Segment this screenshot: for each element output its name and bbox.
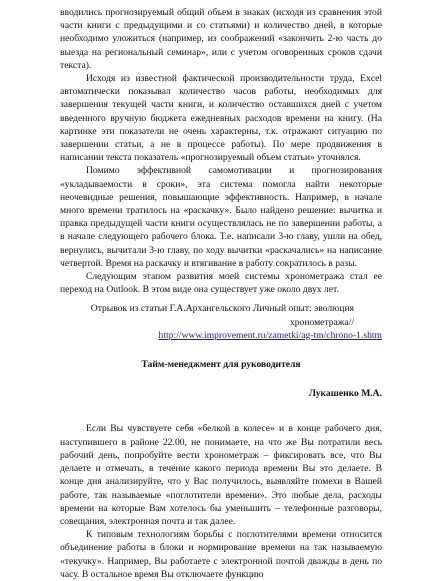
document-page [60,6,382,581]
paragraph-4: Следующим этапом развития моей системы хронометража стал ее переход на Outlook. В этом виде она существует уже около двух лет. [60,271,382,296]
paragraph-5: Если Вы чувствуете себя «белкой в колесе» и в конце рабочего дня, наступившего в районе 22.00, не понимаете, на что же Вы потратили весь рабочий день, попробуйте вести хронометраж – фиксировать все, что Вы делаете и отмечать, в течение какого периода времени Вы это делаете. В конце дня анализируйте, что у Вас получилось, выявляйте помехи в Вашей работе, так называемые «поглотители времени». Это любые дела, расходы времени на которые Вам хотелось бы уменьшить – телефонные разговоры, совещания, электронная почта и так далее. [60,423,382,527]
section-title: Тайм-менеджмент для руководителя [141,359,301,371]
paragraph-1: вводились прогнозируемый общий объем в знаках (исходя из сравнения этой части книги с предыдущими и со статьями) и количество дней, в которые необходимо уложиться (например, из соображений «закончить 2-ю часть до выезда на региональный семинар», или с учетом оговоренных сроков сдачи текста). [60,7,382,71]
paragraph-2: Исходя из известной фактической производительности труда, Excel автоматически показывал количество часов работы, необходимых для завершения текущей части книги, и количество оставшихся дней с учетом введенного вручную бюджета ежедневных расходов времени на книгу. (На картинке эти показатели не очень характерны, т.к. отражают ситуацию по завершении статьи, а не в процессе работы). По мере продвижения в написании текста показатель «прогнозируемый объем статьи» уточнялся. [60,73,382,164]
paragraph-3: Помимо эффективной самомотивации и прогнозирования «укладываемости в сроки», эта система помогла найти некоторые неочевидные решения, повышающие эффективность. Например, в начале много времени тратилось на «раскачку». Было найдено решение: вычитка и правка предыдущей части книги осуществлялась не по завершении работы, а в начале следующего рабочего блока. Т.е. написали 3-ю главу, ушли на обед, вернулись, вычитали 3-ю главу, по ходу вычитки «раскачались» на написание четвертой. Время на раскачку и втягивание в работу сократилось в разы. [60,165,382,269]
source-link[interactable]: http://www.improvement.ru/zametki/ag-tm/chrono-1.shtm [158,329,382,341]
paragraph-6: К типовым технологиям борьбы с поглотителями времени относится объединение работы в блоки и нормирование времени на так называемую «текучку». Например, Вы работаете с электронной почтой дважды в день по часу. В остальное время Вы отключаете функцию [60,529,382,580]
source-citation [60,302,382,342]
author-name: Лукашенко М.А. [308,388,382,400]
source-text: Отрывок из статьи Г.А.Архангельского Личный опыт: эволюция хронометража// [90,303,354,328]
